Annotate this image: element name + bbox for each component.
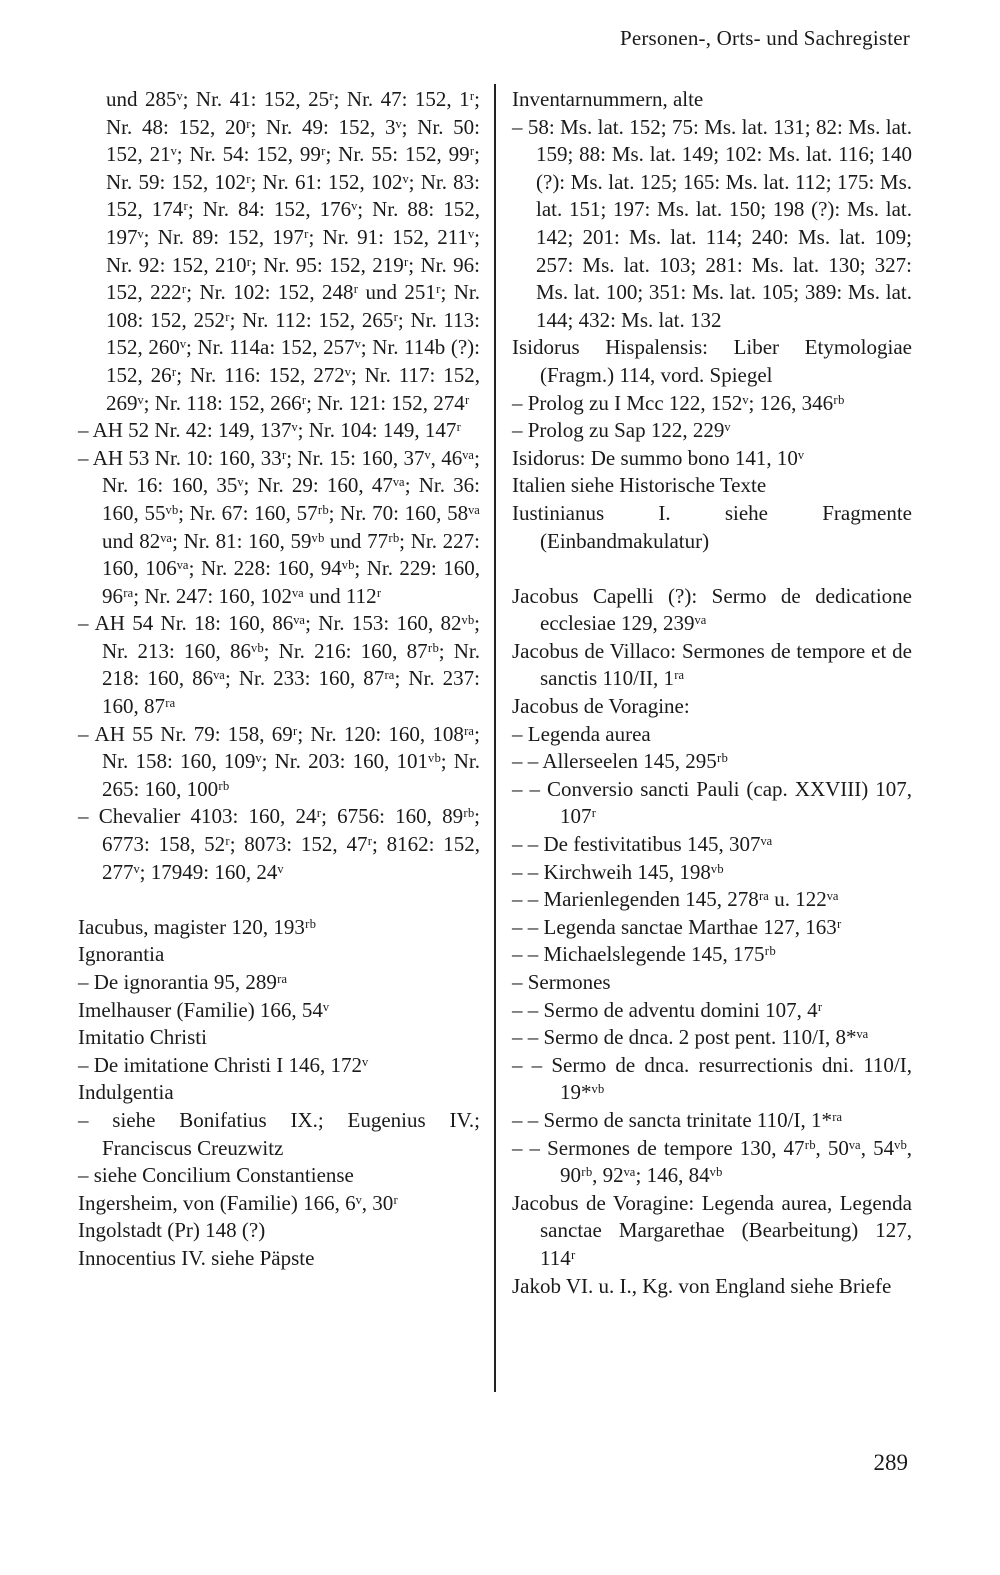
section-gap: [512, 555, 912, 583]
index-subsubentry: – – Marienlegenden 145, 278ʳᵃ u. 122ᵛᵃ: [512, 887, 839, 912]
index-subsubentry: – – Kirchweih 145, 198ᵛᵇ: [512, 859, 724, 884]
index-entry: Isidorus Hispalensis: Liber Etymologiae (Fragm.) 114, vord. Spiegel: [512, 335, 912, 387]
index-entry: Isidorus: De summo bono 141, 10ᵛ: [512, 445, 805, 470]
index-column-left: [78, 86, 480, 1273]
index-subentry: – Prolog zu I Mcc 122, 152ᵛ; 126, 346ʳᵇ: [512, 390, 845, 415]
index-subsubentry: – – De festivitatibus 145, 307ᵛᵃ: [512, 832, 773, 857]
column-divider: [494, 84, 496, 1392]
index-entry: Ingolstadt (Pr) 148 (?): [78, 1218, 266, 1243]
index-subsubentry: – – Sermones de tempore 130, 47ʳᵇ, 50ᵛᵃ, 54ᵛᵇ, 90ʳᵇ, 92ᵛᵃ; 146, 84ᵛᵇ: [512, 1135, 912, 1188]
index-subentry: – AH 53 Nr. 10: 160, 33ʳ; Nr. 15: 160, 37ᵛ, 46ᵛᵃ; Nr. 16: 160, 35ᵛ; Nr. 29: 160, 47ᵛᵃ; Nr. 36: 160, 55ᵛᵇ; Nr. 67: 160, 57ʳᵇ; Nr. 70: 160, 58ᵛᵃ und 82ᵛᵃ; Nr. 81: 160, 59ᵛᵇ und 77ʳᵇ; Nr. 227: 160, 106ᵛᵃ; Nr. 228: 160, 94ᵛᵇ; Nr. 229: 160, 96ʳᵃ; Nr. 247: 160, 102ᵛᵃ und 112ʳ: [78, 445, 480, 608]
index-subentry: – 58: Ms. lat. 152; 75: Ms. lat. 131; 82: Ms. lat. 159; 88: Ms. lat. 149; 102: Ms. lat. 116; 140 (?): Ms. lat. 125; 165: Ms. lat. 112; 175: Ms. lat. 151; 197: Ms. lat. 150; 198 (?): Ms. lat. 142; 201: Ms. lat. 114; 240: Ms. lat. 109; 257: Ms. lat. 103; 281: Ms. lat. 130; 327: Ms. lat. 100; 351: Ms. lat. 105; 389: Ms. lat. 144; 432: Ms. lat. 132: [512, 114, 912, 332]
index-subentry: – Prolog zu Sap 122, 229ᵛ: [512, 418, 731, 443]
index-subsubentry: – – Allerseelen 145, 295ʳᵇ: [512, 749, 728, 774]
index-subentry: – Sermones: [512, 970, 611, 994]
index-entry: Ingersheim, von (Familie) 166, 6ᵛ, 30ʳ: [78, 1190, 398, 1215]
running-header: Personen-, Orts- und Sachregister: [619, 26, 910, 50]
index-entry: Jacobus de Voragine:: [512, 694, 690, 719]
index-entry: Imelhauser (Familie) 166, 54ᵛ: [78, 997, 330, 1022]
index-entry: Ignorantia: [78, 942, 165, 967]
index-subsubentry: – – Sermo de adventu domini 107, 4ʳ: [512, 997, 823, 1022]
page-number: 289: [873, 1450, 908, 1475]
index-subentry: – Chevalier 4103: 160, 24ʳ; 6756: 160, 89ʳᵇ; 6773: 158, 52ʳ; 8073: 152, 47ʳ; 8162: 152, 277ᵛ; 17949: 160, 24ᵛ: [78, 804, 480, 884]
index-entry: Jacobus de Voragine: Legenda aurea, Legenda sanctae Margarethae (Bearbeitung) 127, 114ʳ: [512, 1190, 912, 1270]
index-subentry: – siehe Bonifatius IX.; Eugenius IV.; Franciscus Creuzwitz: [78, 1107, 480, 1160]
index-subentry: – De ignorantia 95, 289ʳᵃ: [78, 970, 288, 994]
index-subentry: – siehe Concilium Constantiense: [78, 1163, 354, 1188]
index-entry: Innocentius IV. siehe Päpste: [78, 1245, 315, 1270]
index-subsubentry: – – Legenda sanctae Marthae 127, 163ʳ: [512, 914, 842, 939]
index-subentry: – De imitatione Christi I 146, 172ᵛ: [78, 1052, 369, 1077]
index-subsubentry: – – Sermo de dnca. resurrectionis dni. 110/I, 19*ᵛᵇ: [512, 1052, 912, 1105]
index-subsubentry: – – Sermo de dnca. 2 post pent. 110/I, 8*ᵛᵃ: [512, 1025, 869, 1050]
index-entry: Indulgentia: [78, 1080, 174, 1105]
index-entry: Iustinianus I. siehe Fragmente (Einbandmakulatur): [512, 500, 912, 553]
index-column-right: [512, 86, 912, 1300]
index-entry: Imitatio Christi: [78, 1025, 207, 1050]
index-subsubentry: – – Conversio sancti Pauli (cap. XXVIII) 107, 107ʳ: [512, 776, 912, 829]
index-entry: Italien siehe Historische Texte: [512, 473, 767, 498]
index-subentry: – AH 55 Nr. 79: 158, 69ʳ; Nr. 120: 160, 108ʳᵃ; Nr. 158: 160, 109ᵛ; Nr. 203: 160, 101ᵛᵇ; Nr. 265: 160, 100ʳᵇ: [78, 721, 480, 801]
index-subsubentry: – – Michaelslegende 145, 175ʳᵇ: [512, 942, 776, 967]
section-gap: [78, 886, 480, 914]
index-entry: Jacobus de Villaco: Sermones de tempore et de sanctis 110/II, 1ʳᵃ: [512, 638, 912, 691]
index-entry: Jacobus Capelli (?): Sermo de dedicatione ecclesiae 129, 239ᵛᵃ: [512, 583, 912, 636]
index-entry: Jakob VI. u. I., Kg. von England siehe Briefe: [512, 1273, 892, 1298]
index-entry: und 285ᵛ; Nr. 41: 152, 25ʳ; Nr. 47: 152, 1ʳ; Nr. 48: 152, 20ʳ; Nr. 49: 152, 3ᵛ; Nr. 50: 152, 21ᵛ; Nr. 54: 152, 99ʳ; Nr. 55: 152, 99ʳ; Nr. 59: 152, 102ʳ; Nr. 61: 152, 102ᵛ; Nr. 83: 152, 174ʳ; Nr. 84: 152, 176ᵛ; Nr. 88: 152, 197ᵛ; Nr. 89: 152, 197ʳ; Nr. 91: 152, 211ᵛ; Nr. 92: 152, 210ʳ; Nr. 95: 152, 219ʳ; Nr. 96: 152, 222ʳ; Nr. 102: 152, 248ʳ und 251ʳ; Nr. 108: 152, 252ʳ; Nr. 112: 152, 265ʳ; Nr. 113: 152, 260ᵛ; Nr. 114a: 152, 257ᵛ; Nr. 114b (?): 152, 26ʳ; Nr. 116: 152, 272ᵛ; Nr. 117: 152, 269ᵛ; Nr. 118: 152, 266ʳ; Nr. 121: 152, 274ʳ: [106, 87, 480, 415]
index-subentry: – Legenda aurea: [512, 721, 651, 746]
index-subentry: – AH 52 Nr. 42: 149, 137ᵛ; Nr. 104: 149, 147ʳ: [78, 418, 461, 443]
index-subsubentry: – – Sermo de sancta trinitate 110/I, 1*ʳᵃ: [512, 1107, 843, 1132]
index-entry: Inventarnummern, alte: [512, 87, 704, 111]
index-entry: Iacubus, magister 120, 193ʳᵇ: [78, 914, 316, 939]
index-subentry: – AH 54 Nr. 18: 160, 86ᵛᵃ; Nr. 153: 160, 82ᵛᵇ; Nr. 213: 160, 86ᵛᵇ; Nr. 216: 160, 87ʳᵇ; Nr. 218: 160, 86ᵛᵃ; Nr. 233: 160, 87ʳᵃ; Nr. 237: 160, 87ʳᵃ: [78, 611, 480, 719]
